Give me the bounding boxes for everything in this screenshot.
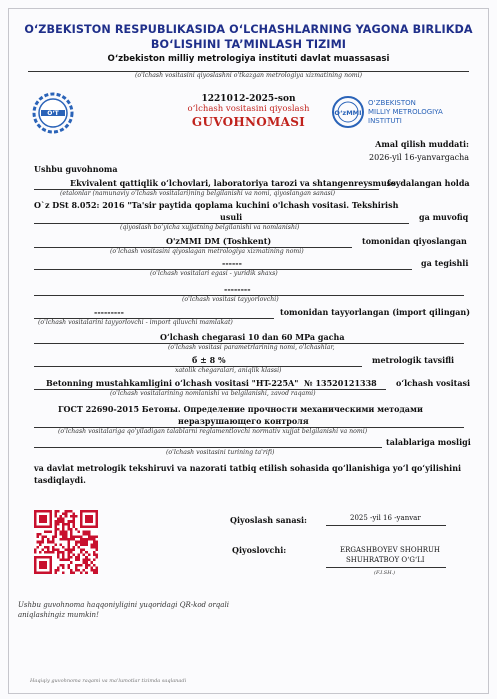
type-underline <box>34 447 382 448</box>
name-caption: (F.I.SH.) <box>374 570 396 576</box>
maker-caption: (o'lchash vositasi tayyorlovchi) <box>182 296 279 303</box>
qr-code <box>34 510 98 574</box>
range-caption: (o'lchash vositasi parametrlarining nomi, o'lchashlar, <box>168 344 335 351</box>
accuracy-value: б ± 8 % <box>192 355 226 365</box>
standard-caption: (o'lchash vositalariga qo'yiladigan talablarni reglamentlovchi normativ xujjat belgilanishi va nomi) <box>58 428 368 435</box>
svg-text:MILLIY METROLOGIYA: MILLIY METROLOGIYA <box>368 108 443 116</box>
certificate-number: 1221012-2025-son <box>201 94 296 104</box>
measurement-range: O‘lchash chegarasi 10 dan 60 MPa gacha <box>160 332 345 342</box>
owner-value: ------ <box>222 258 242 268</box>
verification-date-value: 2025 -yil 16 -yanvar <box>350 514 421 522</box>
accuracy-caption: xatolik chegaralari, aniqlik klassi) <box>175 367 282 374</box>
certificate-subtitle: o‘lchash vositasini qiyoslash <box>187 104 310 114</box>
verifier-org: O'zMMI DM (Toshkent) <box>166 236 272 246</box>
conclusion-line1: va davlat metrologik tekshiruvi va nazorati tatbiq etilish sohasida qo‘llanishiga yo‘l qo‘yilishini <box>34 463 462 473</box>
owner-suffix: ga tegishli <box>421 258 469 268</box>
owner-caption: (o'lchash vositalari egasi - yuridik shaxs) <box>150 270 278 277</box>
validity <box>369 138 469 164</box>
importer-suffix: tomonidan tayyorlangan (import qilingan) <box>280 307 471 317</box>
date-underline <box>326 525 446 526</box>
header-line1: O‘ZBEKISTON RESPUBLIKASIDA O‘LCHASHLARNING YAGONA BIRLIKDA <box>24 23 473 36</box>
importer-value: --------- <box>94 307 124 317</box>
method-suffix: ga muvofiq <box>419 212 469 222</box>
verifier-caption: (o‘lchash vositasini qiyoslagan metrologiya xizmatining nomi) <box>110 248 304 255</box>
verifier-name-line2: SHUHRATBOY O‘G‘LI <box>346 556 425 564</box>
svg-text:INSTITUTI: INSTITUTI <box>368 117 402 125</box>
qr-note-line1: Ushbu guvohnoma haqqoniyligini yuqoridagi QR-kod orqali <box>18 601 229 609</box>
device-suffix: o‘lchash vositasi <box>396 378 471 388</box>
certificate-title-block <box>0 94 497 129</box>
method-caption: (qiyoslash bo‘yicha xujjatning belgilanishi va nomlanishi) <box>120 224 300 231</box>
organization-caption: (o'lchash vositasini qiyoslashni o'tkazgan metrologiya xizmatining nomi) <box>134 72 363 79</box>
certificate-title: GUVOHNOMASI <box>191 115 306 129</box>
qr-note-line2: aniqlashingiz mumkin! <box>18 611 99 619</box>
accuracy-suffix: metrologik tavsifli <box>372 355 455 365</box>
svg-text:O‘T: O‘T <box>47 110 59 117</box>
standard-line2: неразрушающего контроля <box>178 416 309 426</box>
header <box>0 22 497 64</box>
device-serial: № 13520121338 <box>304 378 377 388</box>
importer-caption: (o'lchash vositalarini tayyorlovchi - import qiluvchi mamlakat) <box>38 319 233 326</box>
conclusion-line2: tasdiqlaydi. <box>34 475 86 485</box>
reference-standards-suffix: foydalangan holda <box>387 178 470 188</box>
verifier-label: Qiyoslovchi: <box>232 545 287 555</box>
name-underline <box>326 567 446 568</box>
svg-text:O‘ZBEKISTON: O‘ZBEKISTON <box>368 99 416 107</box>
standard-suffix: talablariga mosligi <box>386 437 471 447</box>
verification-date-label: Qiyoslash sanasi: <box>230 515 308 525</box>
svg-text:O‘zMMI: O‘zMMI <box>334 109 362 117</box>
reference-standards-caption: (etalonlar (namunaviy o‘lchash vositalari)ning belgilanishi va nomi, qiyoslangan sanasi) <box>60 190 336 197</box>
header-line2: BO‘LISHINI TA’MINLASH TIZIMI <box>150 38 347 51</box>
qr-verification-note <box>18 600 229 620</box>
intro-text: Ushbu guvohnoma <box>34 164 118 174</box>
verifier-suffix: tomonidan qiyoslangan <box>362 236 467 246</box>
verifier-name-line1: ERGASHBOYEV SHOHRUH <box>340 546 440 554</box>
method-line1: O`z DSt 8.052: 2016 "Ta'sir paytida qoplama kuchini o'lchash vositasi. Tekshirish <box>34 200 399 210</box>
standard-line1: ГОСТ 22690-2015 Бетоны. Определение прочности механическими методами <box>58 404 423 414</box>
organization-name: O‘zbekiston milliy metrologiya instituti davlat muassasasi <box>107 54 390 64</box>
maker-value: -------- <box>224 284 251 294</box>
method-line2: usuli <box>220 212 243 222</box>
device-name: Betonning mustahkamligini o‘lchash vositasi "HT-225A" <box>46 378 299 388</box>
validity-value: 2026-yil 16-yanvargacha <box>369 153 469 162</box>
validity-label: Amal qilish muddati: <box>375 139 469 149</box>
type-caption: (o'lchash vositasini turining ta'rifi) <box>166 449 275 456</box>
footer-note: Haqiqiy guvohnoma raqami va ma'lumotlar tizimda saqlanadi <box>30 678 187 684</box>
reference-standards: Ekvivalent qattiqlik o‘lchovlari, laboratoriya tarozi va shtangenreysmuss <box>70 178 396 188</box>
device-caption: (o'lchash vositalarining nomlanishi va belgilanishi, zavod raqami) <box>110 390 316 397</box>
